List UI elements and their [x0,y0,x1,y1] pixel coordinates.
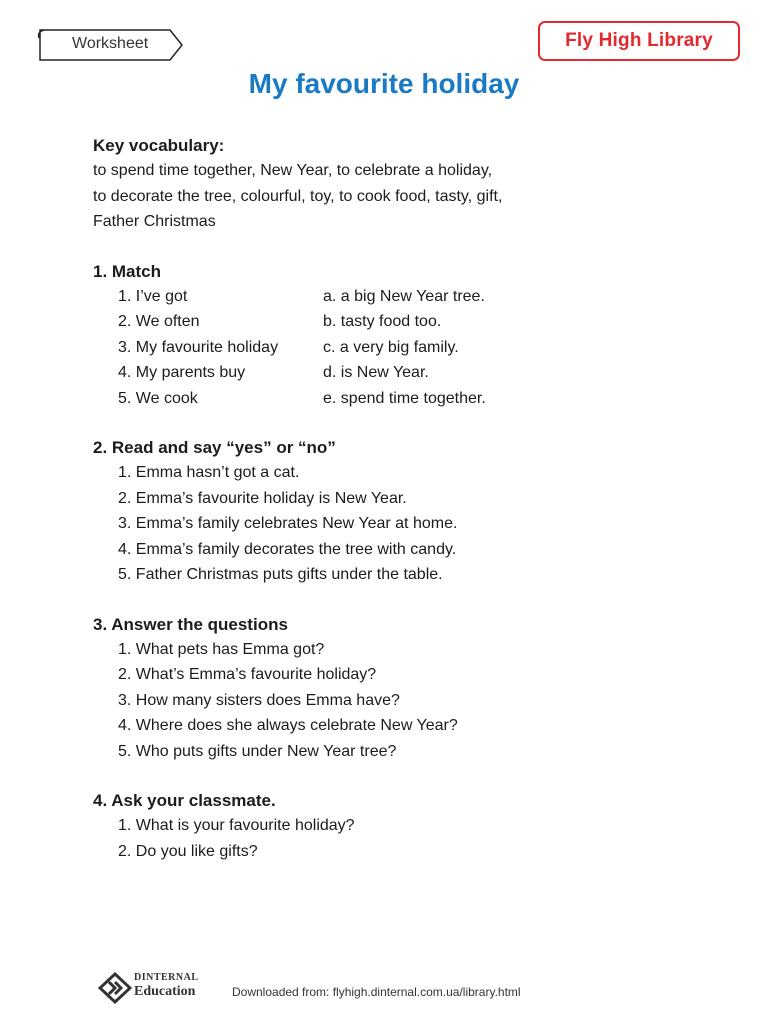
list-item: 2. Do you like gifts? [118,842,258,860]
list-item: 2. Emma’s favourite holiday is New Year. [118,489,407,507]
worksheet-content [93,133,733,864]
match-left: 5. We cook [118,389,198,407]
list-item: 1. Emma hasn’t got a cat. [118,464,300,481]
match-list [93,284,733,412]
vocabulary-list [93,158,733,235]
classmate-list [93,813,733,864]
publisher-name: DINTERNAL [134,972,199,983]
download-source: Downloaded from: flyhigh.dinternal.com.ua/library.html [232,985,521,999]
match-row [93,335,733,361]
list-item: 3. How many sisters does Emma have? [118,691,400,709]
list-item: 2. What’s Emma’s favourite holiday? [118,666,377,683]
list-item: 4. Emma’s family decorates the tree with candy. [118,540,457,558]
brand-logo: Fly High Library [538,21,740,61]
questions-heading: 3. Answer the questions [93,614,288,634]
match-left: 4. My parents buy [118,364,246,381]
match-row [93,386,733,412]
publisher-subname: Education [134,984,196,999]
match-right: e. spend time together. [323,389,486,407]
list-item: 3. Emma’s family celebrates New Year at home. [118,515,458,532]
vocabulary-line: to spend time together, New Year, to celebrate a holiday, [93,162,493,179]
match-left: 2. We often [118,313,200,330]
list-item: 1. What is your favourite holiday? [118,817,355,834]
match-right: a. a big New Year tree. [323,287,485,305]
list-item: 5. Father Christmas puts gifts under the table. [118,566,443,583]
publisher-logo [98,970,208,1006]
dinternal-logo-icon [98,972,132,1004]
match-row [93,284,733,310]
match-row [93,309,733,335]
yesno-heading: 2. Read and say “yes” or “no” [93,438,336,457]
match-right: b. tasty food too. [323,313,442,330]
classmate-heading: 4. Ask your classmate. [93,791,276,810]
page-title: My favourite holiday [248,68,520,99]
list-item: 1. What pets has Emma got? [118,640,325,658]
match-left: 3. My favourite holiday [118,338,279,356]
worksheet-tag [36,27,184,63]
match-right: c. a very big family. [323,338,459,356]
list-item: 5. Who puts gifts under New Year tree? [118,742,397,760]
worksheet-label: Worksheet [72,35,149,52]
questions-list [93,637,733,765]
match-left: 1. I’ve got [118,287,188,305]
list-item: 4. Where does she always celebrate New Year? [118,717,458,734]
vocabulary-heading: Key vocabulary: [93,136,225,155]
yesno-list [93,460,733,588]
vocabulary-line: Father Christmas [93,213,216,230]
match-heading: 1. Match [93,261,162,281]
match-row [93,360,733,386]
match-right: d. is New Year. [323,364,429,381]
vocabulary-line: to decorate the tree, colourful, toy, to cook food, tasty, gift, [93,187,503,205]
